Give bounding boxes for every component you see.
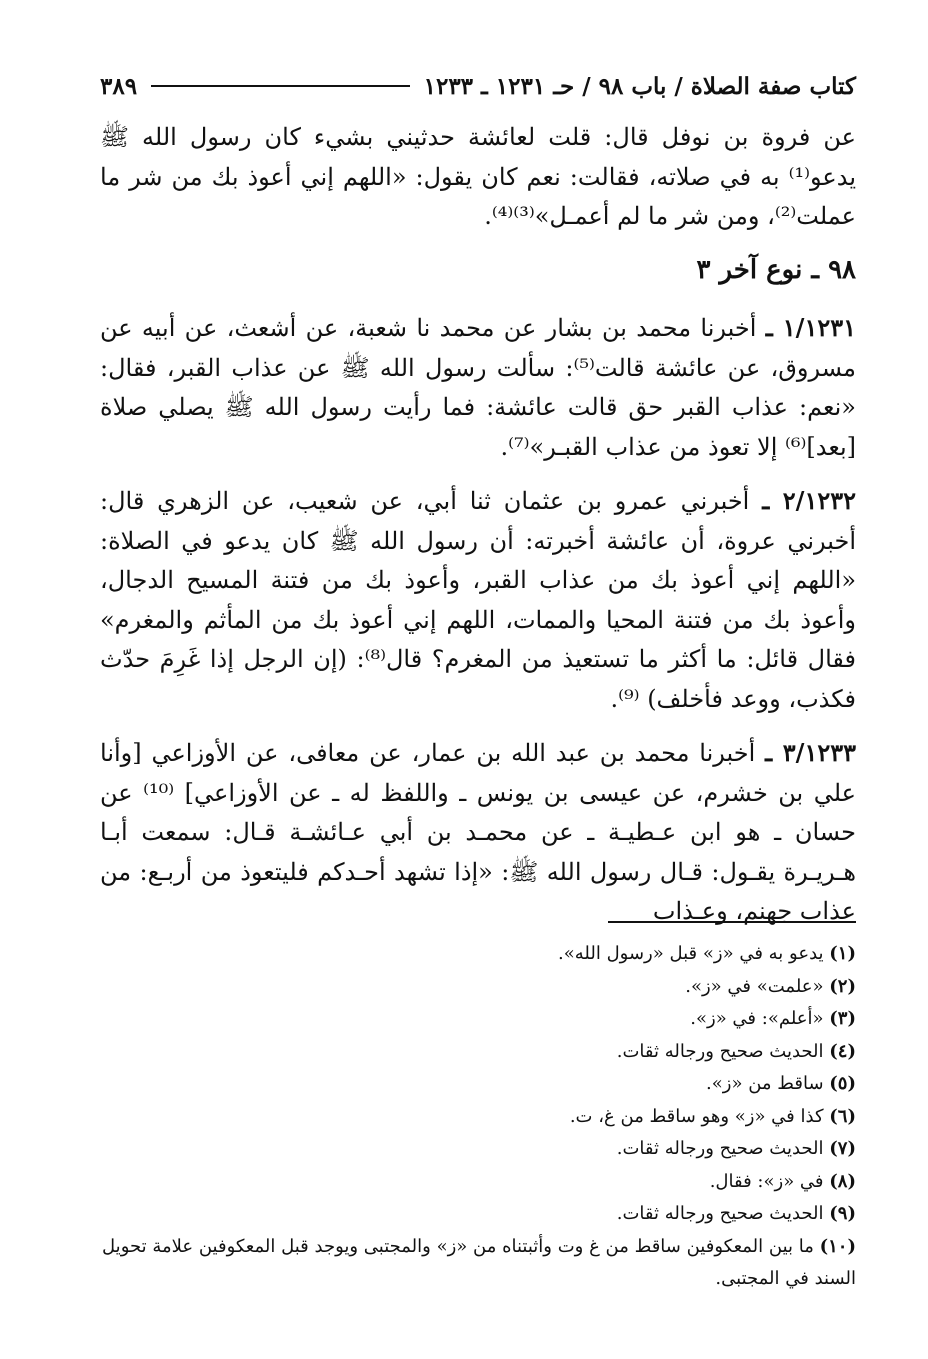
footnote-text: في «ز»: فقال. [709, 1170, 824, 1192]
hadith-number: ٣/١٢٣٣ ـ [765, 738, 856, 767]
footnote-text: «أعلم»: في «ز». [690, 1008, 824, 1029]
footnote [100, 1068, 856, 1101]
footnotes [100, 938, 856, 1296]
running-header [100, 66, 856, 106]
hadith-text: أخبرنا محمد بن بشار عن محمد نا شعبة، عن أشعث، عن أبيه عن مسروق، عن عائشة قالت⁽⁵⁾: سألت رسول الله ﷺ عن عذاب القبر، فقال: «نعم: عذاب القبر حق قالت عائشة: فما رأيت رسول الله ﷺ يصلي صلاة [بعد]⁽⁶⁾ إلا تعوذ من عذاب القبـر»⁽⁷⁾. [100, 314, 857, 461]
footnote [100, 1166, 856, 1199]
footnote-text: الحديث صحيح ورجاله ثقات. [616, 1203, 824, 1224]
footnote-number: (٣) [829, 1008, 856, 1029]
footnote-text: كذا في «ز» وهو ساقط من غ، ت. [569, 1105, 824, 1127]
footnote-number: (٤) [829, 1040, 856, 1062]
footnote-number: (٥) [829, 1073, 856, 1094]
page-number: ٣٨٩ [100, 72, 138, 100]
main-text [100, 118, 856, 946]
footnote [100, 938, 856, 971]
footnote-number: (٩) [829, 1203, 856, 1224]
footnote-number: (١) [829, 943, 856, 964]
footnote [100, 1198, 856, 1231]
footnote-number: (١٠) [819, 1235, 856, 1257]
footnote [100, 971, 856, 1004]
footnote-number: (٨) [829, 1170, 856, 1192]
footnote-text: يدعو به في «ز» قبل «رسول الله». [558, 943, 824, 964]
section-heading: ٩٨ ـ نوع آخر ٣ [696, 254, 856, 285]
footnote-text: «علمت» في «ز». [685, 975, 824, 997]
hadith-1233 [100, 733, 856, 932]
hadith-number: ١/١٢٣١ ـ [765, 313, 856, 342]
footnote-text: الحديث صحيح ورجاله ثقات. [616, 1138, 824, 1159]
footnote [100, 1133, 856, 1166]
footnote-number: (٧) [829, 1138, 856, 1159]
header-rule [151, 85, 410, 87]
hadith-1232 [100, 481, 856, 719]
hadith-1231 [100, 308, 856, 467]
footnote [100, 1003, 856, 1036]
footnote-text: الحديث صحيح ورجاله ثقات. [616, 1040, 824, 1062]
paragraph-continuation: عن فروة بن نوفل قال: قلت لعائشة حدثيني بشيء كان رسول الله ﷺ يدعو⁽¹⁾ به في صلاته، فقالت: نعم كان يقول: «اللهم إني أعوذ بك من شر ما عملت⁽²⁾، ومن شر ما لم أعمـل»⁽³⁾⁽⁴⁾. [100, 123, 856, 230]
footnote [100, 1101, 856, 1134]
footnote-divider [608, 921, 856, 923]
hadith-text: أخبرنا محمد بن عبد الله بن عمار، عن معافى، عن الأوزاعي [وأنا علي بن خشرم، عن عيسى بن يونس ـ واللفظ له ـ عن الأوزاعي] ⁽¹⁰⁾ عن حسان ـ هو ابن عـطيـة ـ عن محمـد بن أبي عـائشـة قـال: سمعت أبـا هـريـرة يقـول: قـال رسول الله ﷺ: «إذا تشهد أحـدكم فليتعوذ من أربـع: من عذاب جهنم، وعـذاب [100, 739, 857, 925]
running-title: كتاب صفة الصلاة / باب ٩٨ / حـ ١٢٣١ ـ ١٢٣٣ [423, 72, 856, 100]
hadith-number: ٢/١٢٣٢ ـ [762, 486, 856, 515]
footnote [100, 1036, 856, 1069]
footnote [100, 1231, 856, 1296]
footnote-number: (٢) [829, 975, 856, 997]
footnote-text: ما بين المعكوفين ساقط من غ وت وأثبتناه من «ز» والمجتبى ويوجد قبل المعكوفين علامة تحويل السند في المجتبى. [102, 1235, 856, 1289]
footnote-number: (٦) [829, 1105, 856, 1127]
footnote-text: ساقط من «ز». [706, 1073, 824, 1094]
hadith-text: أخبرني عمرو بن عثمان ثنا أبي، عن شعيب، عن الزهري قال: أخبرني عروة، أن عائشة أخبرته: أن رسول الله ﷺ كان يدعو في الصلاة: «اللهم إني أعوذ بك من عذاب القبر، وأعوذ بك من فتنة المسيح الدجال، وأعوذ بك من فتنة المحيا والممات، اللهم إني أعوذ بك من المأثم والمغرم» فقال قائل: ما أكثر ما تستعيذ من المغرم؟ قال⁽⁸⁾: (إن الرجل إذا غَرِمَ حدّث فكذب، ووعد فأخلف) ⁽⁹⁾. [100, 487, 856, 713]
